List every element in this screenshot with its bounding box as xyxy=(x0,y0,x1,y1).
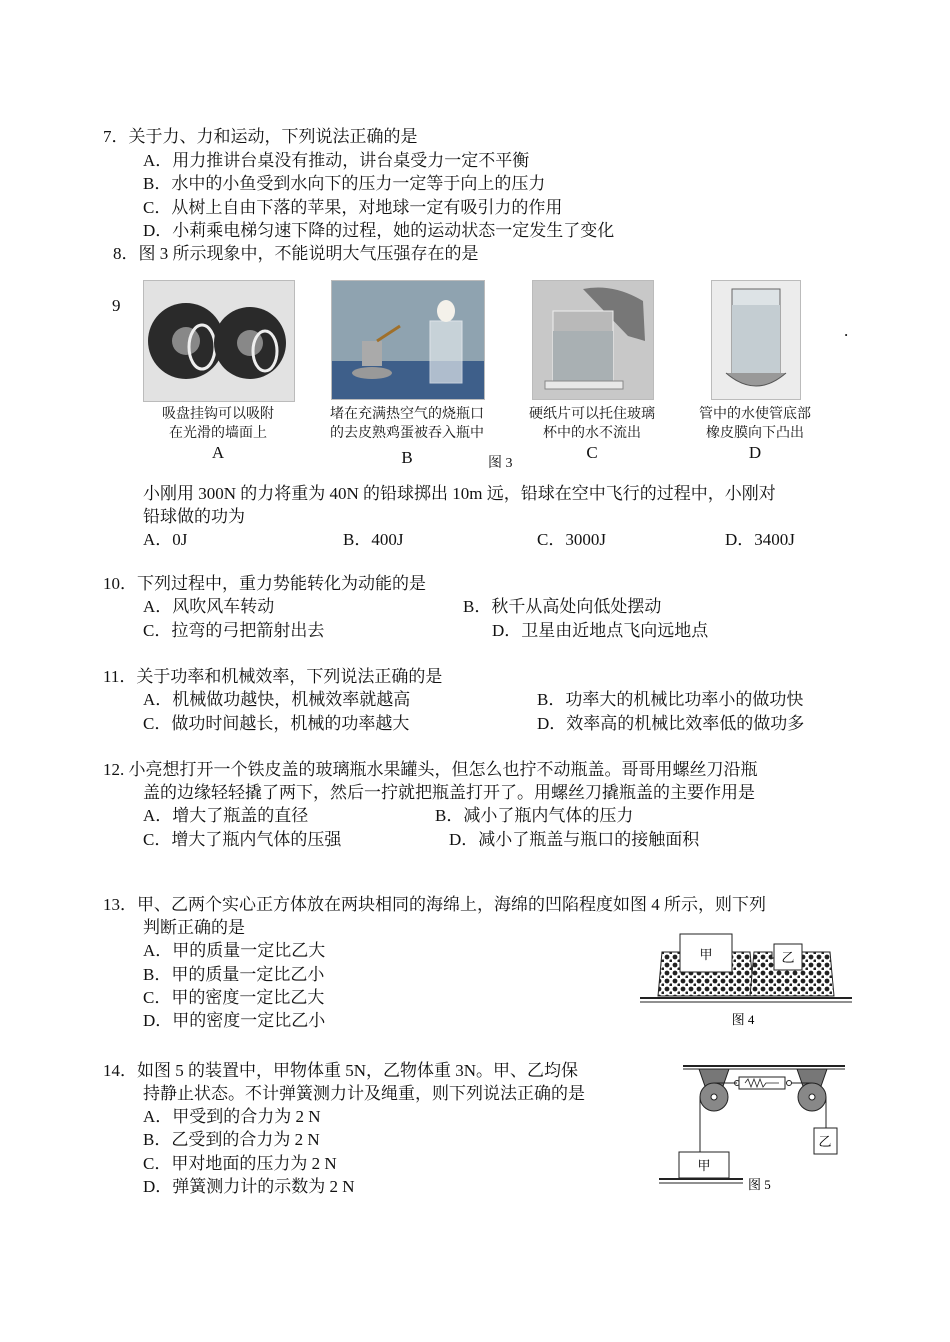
q12-line2: 盖的边缘轻轻撬了两下，然后一拧就把瓶盖打开了。用螺丝刀撬瓶盖的主要作用是 xyxy=(143,783,755,802)
q13-line1: 13．甲、乙两个实心正方体放在两块相同的海绵上，海绵的凹陷程度如图 4 所示，则下列 xyxy=(103,895,766,914)
q12-option-c: C．增大了瓶内气体的压强 xyxy=(143,830,342,849)
figure-5-pulley-setup xyxy=(655,1062,855,1197)
q14-option-a: A．甲受到的合力为 2 N xyxy=(143,1107,321,1126)
q13-option-d: D．甲的密度一定比乙小 xyxy=(143,1011,326,1030)
q10-option-d: D．卫星由近地点飞向远地点 xyxy=(492,621,709,640)
caption-b-line2: 的去皮熟鸡蛋被吞入瓶中 xyxy=(330,426,484,441)
caption-d-line1: 管中的水使管底部 xyxy=(699,407,811,422)
q14-line2: 持静止状态。不计弹簧测力计及绳重，则下列说法正确的是 xyxy=(143,1084,585,1103)
q9-option-b: B．400J xyxy=(343,530,404,549)
q14-option-d: D．弹簧测力计的示数为 2 N xyxy=(143,1177,355,1196)
q12-option-d: D．减小了瓶盖与瓶口的接触面积 xyxy=(449,830,700,849)
figure-5-label: 图 5 xyxy=(748,1177,771,1192)
fig5-block-b-label: 乙 xyxy=(818,1134,832,1149)
figure-3-label: 图 3 xyxy=(488,456,513,471)
q14-option-c: C．甲对地面的压力为 2 N xyxy=(143,1154,337,1173)
q10-stem: 10．下列过程中，重力势能转化为动能的是 xyxy=(103,574,426,593)
q13-option-c: C．甲的密度一定比乙大 xyxy=(143,988,325,1007)
option-letter-c: C xyxy=(586,443,598,462)
q11-option-d: D．效率高的机械比效率低的做功多 xyxy=(537,714,805,733)
caption-a-line2: 在光滑的墙面上 xyxy=(169,426,267,441)
photo-tube-membrane xyxy=(711,280,801,400)
q7-option-d: D．小莉乘电梯匀速下降的过程，她的运动状态一定发生了变化 xyxy=(143,221,615,240)
q10-option-c: C．拉弯的弓把箭射出去 xyxy=(143,621,325,640)
q12-line1: 12. 小亮想打开一个铁皮盖的玻璃瓶水果罐头，但怎么也拧不动瓶盖。哥哥用螺丝刀沿瓶 xyxy=(103,760,758,779)
q14-option-b: B．乙受到的合力为 2 N xyxy=(143,1130,320,1149)
fig5-block-a-label: 甲 xyxy=(697,1158,711,1173)
figure-4-sponges xyxy=(640,930,852,1030)
q7-option-c: C．从树上自由下落的苹果，对地球一定有吸引力的作用 xyxy=(143,198,563,217)
photo-suction-cups xyxy=(143,280,295,402)
q13-option-a: A．甲的质量一定比乙大 xyxy=(143,941,326,960)
q12-option-b: B．减小了瓶内气体的压力 xyxy=(435,806,634,825)
q7-option-a: A．用力推讲台桌没有推动，讲台桌受力一定不平衡 xyxy=(143,151,530,170)
q9-number: 9 xyxy=(112,296,121,315)
caption-c-line1: 硬纸片可以托住玻璃 xyxy=(529,407,655,422)
q8-stem: 8．图 3 所示现象中，不能说明大气压强存在的是 xyxy=(113,244,479,263)
q11-option-b: B．功率大的机械比功率小的做功快 xyxy=(537,690,804,709)
q9-line1: 小刚用 300N 的力将重为 40N 的铅球掷出 10m 远，铅球在空中飞行的过程中，小刚对 xyxy=(143,484,776,503)
caption-b-line1: 堵在充满热空气的烧瓶口 xyxy=(330,407,484,422)
q11-stem: 11．关于功率和机械效率，下列说法正确的是 xyxy=(103,667,443,686)
q9-option-d: D．3400J xyxy=(725,530,795,549)
q9-option-c: C．3000J xyxy=(537,530,606,549)
q14-line1: 14．如图 5 的装置中，甲物体重 5N，乙物体重 3N。甲、乙均保 xyxy=(103,1061,579,1080)
photo-egg-flask xyxy=(331,280,485,400)
option-letter-a: A xyxy=(211,443,225,462)
photo-cup-card xyxy=(532,280,654,400)
caption-d-line2: 橡皮膜向下凸出 xyxy=(706,426,804,441)
caption-c-line2: 杯中的水不流出 xyxy=(543,426,641,441)
q7-option-b: B．水中的小鱼受到水向下的压力一定等于向上的压力 xyxy=(143,174,546,193)
q13-option-b: B．甲的质量一定比乙小 xyxy=(143,965,325,984)
figure-4-label: 图 4 xyxy=(731,1012,755,1027)
caption-a-line1: 吸盘挂钩可以吸附 xyxy=(162,407,274,422)
fig4-block-b-label: 乙 xyxy=(781,950,795,965)
q7-stem: 7．关于力、力和运动，下列说法正确的是 xyxy=(103,127,418,146)
q9-line2: 铅球做的功为 xyxy=(143,507,245,526)
q12-option-a: A．增大了瓶盖的直径 xyxy=(143,806,309,825)
q9-option-a: A．0J xyxy=(143,530,188,549)
q10-option-a: A．风吹风车转动 xyxy=(143,597,275,616)
q13-line2: 判断正确的是 xyxy=(143,918,245,937)
fig4-block-a-label: 甲 xyxy=(699,947,713,962)
stray-dot: . xyxy=(844,321,849,340)
q11-option-a: A．机械做功越快，机械效率就越高 xyxy=(143,690,411,709)
option-letter-b: B xyxy=(401,448,413,467)
q11-option-c: C．做功时间越长，机械的功率越大 xyxy=(143,714,410,733)
option-letter-d: D xyxy=(748,443,762,462)
q10-option-b: B．秋千从高处向低处摆动 xyxy=(463,597,662,616)
